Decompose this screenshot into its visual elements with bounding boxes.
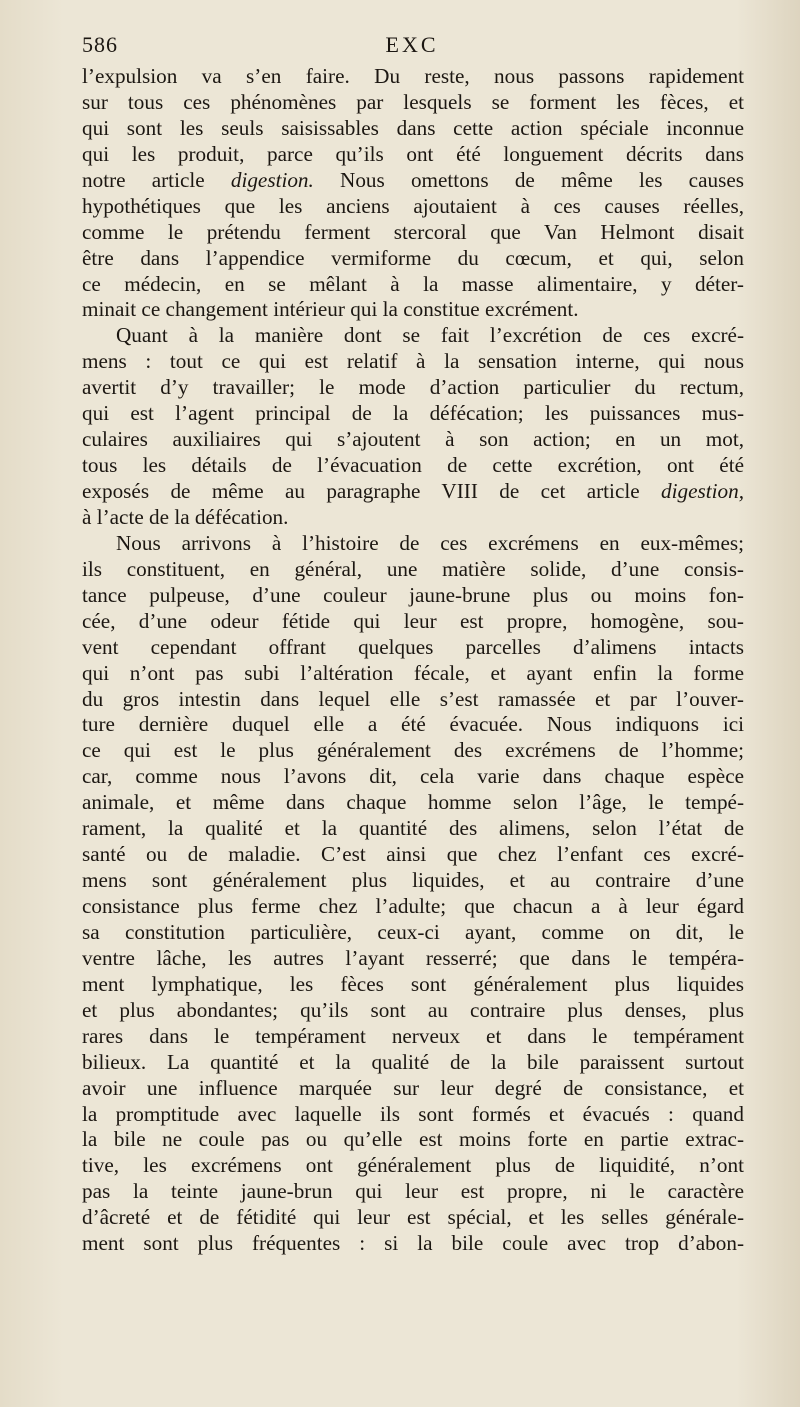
page-header [82, 32, 742, 62]
italic-term: digestion, [661, 479, 744, 503]
text-line [82, 479, 744, 505]
text-line: ils constituent, en général, une matière solide, d’une consis- [82, 556, 744, 581]
page-number: 586 [82, 32, 118, 57]
text-line [82, 168, 744, 194]
text-line: car, comme nous l’avons dit, cela varie dans chaque espèce [82, 764, 744, 789]
text-line: la promptitude avec laquelle ils sont formés et évacués : quand [82, 1101, 744, 1126]
text-line: hypothétiques que les anciens ajoutaient à ces causes réelles, [82, 193, 744, 218]
text-line: sur tous ces phénomènes par lesquels se forment les fèces, et [82, 89, 744, 114]
text-line: ce qui est le plus généralement des excrémens de l’homme; [82, 738, 744, 763]
text-line: ture dernière duquel elle a été évacuée. Nous indiquons ici [82, 712, 744, 737]
text-line: rament, la qualité et la quantité des alimens, selon l’état de [82, 816, 744, 841]
text-line: ce médecin, en se mêlant à la masse alimentaire, y déter- [82, 271, 744, 296]
text-line: qui n’ont pas subi l’altération fécale, et ayant enfin la forme [82, 660, 744, 685]
text-line: vent cependant offrant quelques parcelles d’alimens intacts [82, 634, 744, 659]
text-line: tance pulpeuse, d’une couleur jaune-brune plus ou moins fon- [82, 582, 744, 607]
text-line: avertit d’y travailler; le mode d’action particulier du rectum, [82, 375, 744, 400]
text-line: comme le prétendu ferment stercoral que Van Helmont disait [82, 219, 744, 244]
text-line: animale, et même dans chaque homme selon l’âge, le tempé- [82, 790, 744, 815]
text-line: qui est l’agent principal de la défécation; les puissances mus- [82, 401, 744, 426]
italic-term: digestion. [230, 167, 314, 192]
text-line: et plus abondantes; qu’ils sont au contraire plus denses, plus [82, 997, 744, 1022]
text-line: ventre lâche, les autres l’ayant resserré; que dans le tempéra- [82, 945, 744, 970]
text-line: mens : tout ce qui est relatif à la sensation interne, qui nous [82, 349, 744, 374]
text-line: santé ou de maladie. C’est ainsi que chez l’enfant ces excré- [82, 842, 744, 867]
text-line: tive, les excrémens ont généralement plus de liquidité, n’ont [82, 1153, 744, 1178]
text-line: la bile ne coule pas ou qu’elle est moins forte en partie extrac- [82, 1127, 744, 1152]
text-line: pas la teinte jaune-brun qui leur est propre, ni le caractère [82, 1179, 744, 1204]
text-line: à l’acte de la défécation. [82, 504, 289, 529]
text-line: l’expulsion va s’en faire. Du reste, nous passons rapidement [82, 64, 744, 88]
text-line: sa constitution particulière, ceux-ci ayant, comme on dit, le [82, 919, 744, 944]
running-head: EXC [385, 32, 439, 57]
text-segment: notre article [82, 167, 231, 192]
text-segment: Nous omettons de même les causes [313, 167, 744, 192]
text-line: qui sont les seuls saisissables dans cette action spéciale inconnue [82, 115, 744, 140]
text-line: tous les détails de l’évacuation de cette excrétion, ont été [82, 453, 744, 478]
text-line: ment sont plus fréquentes : si la bile coule avec trop d’abon- [82, 1231, 744, 1256]
text-line: du gros intestin dans lequel elle s’est ramassée et par l’ouver- [82, 686, 744, 711]
text-line: culaires auxiliaires qui s’ajoutent à son action; en un mot, [82, 427, 744, 452]
text-line: bilieux. La quantité et la qualité de la bile paraissent surtout [82, 1049, 744, 1074]
text-line: qui les produit, parce qu’ils ont été longuement décrits dans [82, 141, 744, 166]
text-line: consistance plus ferme chez l’adulte; que chacun a à leur égard [82, 894, 744, 918]
text-line: minait ce changement intérieur qui la constitue excrément. [82, 297, 579, 322]
text-line: ment lymphatique, les fèces sont généralement plus liquides [82, 971, 744, 996]
text-line: mens sont généralement plus liquides, et au contraire d’une [82, 868, 744, 893]
text-line: Quant à la manière dont se fait l’excrétion de ces excré- [116, 323, 744, 348]
text-line: d’âcreté et de fétidité qui leur est spécial, et les selles générale- [82, 1205, 744, 1230]
text-line: être dans l’appendice vermiforme du cœcum, et qui, selon [82, 245, 744, 270]
text-line: cée, d’une odeur fétide qui leur est propre, homogène, sou- [82, 608, 744, 633]
text-line: Nous arrivons à l’histoire de ces excrémens en eux-mêmes; [116, 530, 744, 555]
body-text [82, 64, 744, 1257]
text-line: avoir une influence marquée sur leur degré de consistance, et [82, 1075, 744, 1100]
text-line: rares dans le tempérament nerveux et dans le tempérament [82, 1023, 744, 1048]
text-segment: exposés de même au paragraphe VIII de cet article [82, 479, 662, 503]
